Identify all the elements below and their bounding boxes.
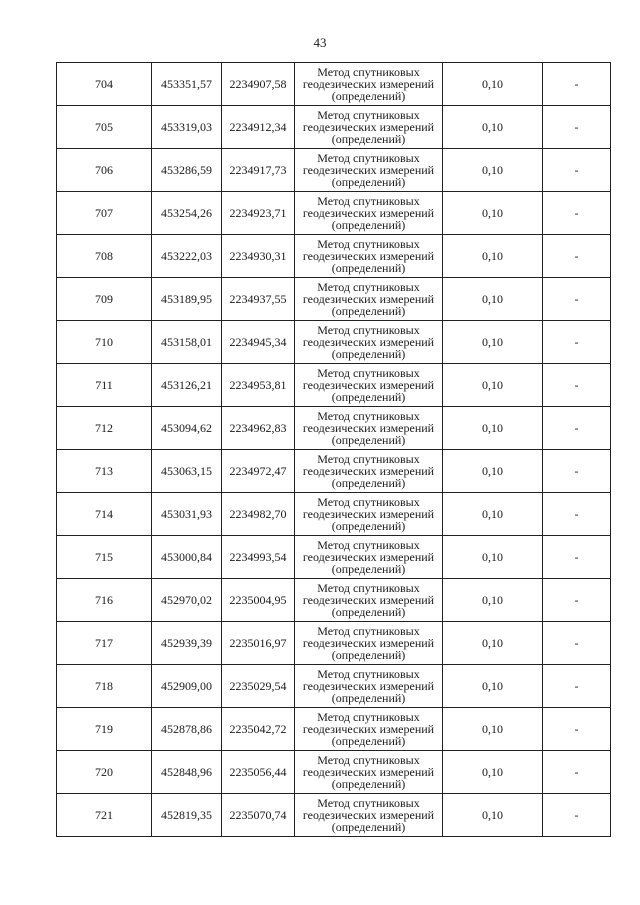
method-cell [295, 63, 443, 106]
extra-cell: - [543, 665, 611, 708]
method-cell [295, 235, 443, 278]
extra-cell: - [543, 493, 611, 536]
x-coordinate-cell: 453351,57 [152, 63, 222, 106]
method-line: (определений) [331, 433, 406, 447]
accuracy-cell: 0,10 [443, 278, 543, 321]
point-number-cell: 713 [57, 450, 152, 493]
x-coordinate-cell: 453031,93 [152, 493, 222, 536]
method-line: (определений) [331, 820, 406, 834]
method-line: (определений) [331, 562, 406, 576]
method-line: Метод спутниковых [317, 108, 420, 122]
method-line: (определений) [331, 605, 406, 619]
method-line: Метод спутниковых [317, 452, 420, 466]
table-row [57, 235, 611, 278]
method-cell [295, 579, 443, 622]
extra-cell: - [543, 106, 611, 149]
point-number-cell: 715 [57, 536, 152, 579]
method-cell [295, 708, 443, 751]
y-coordinate-cell: 2235056,44 [222, 751, 295, 794]
accuracy-cell: 0,10 [443, 149, 543, 192]
method-line: (определений) [331, 89, 406, 103]
extra-cell: - [543, 149, 611, 192]
extra-cell: - [543, 536, 611, 579]
x-coordinate-cell: 453319,03 [152, 106, 222, 149]
accuracy-cell: 0,10 [443, 708, 543, 751]
accuracy-cell: 0,10 [443, 450, 543, 493]
y-coordinate-cell: 2234912,34 [222, 106, 295, 149]
y-coordinate-cell: 2234945,34 [222, 321, 295, 364]
method-line: геодезических измерений [302, 507, 435, 521]
extra-cell: - [543, 407, 611, 450]
x-coordinate-cell: 452878,86 [152, 708, 222, 751]
method-line: Метод спутниковых [317, 538, 420, 552]
method-line: (определений) [331, 347, 406, 361]
accuracy-cell: 0,10 [443, 364, 543, 407]
x-coordinate-cell: 453286,59 [152, 149, 222, 192]
method-line: Метод спутниковых [317, 624, 420, 638]
table-row [57, 622, 611, 665]
x-coordinate-cell: 453222,03 [152, 235, 222, 278]
method-cell [295, 536, 443, 579]
method-line: геодезических измерений [302, 335, 435, 349]
y-coordinate-cell: 2235016,97 [222, 622, 295, 665]
method-cell [295, 665, 443, 708]
method-cell [295, 407, 443, 450]
y-coordinate-cell: 2235004,95 [222, 579, 295, 622]
method-cell [295, 321, 443, 364]
accuracy-cell: 0,10 [443, 192, 543, 235]
x-coordinate-cell: 453254,26 [152, 192, 222, 235]
point-number-cell: 720 [57, 751, 152, 794]
method-line: геодезических измерений [302, 421, 435, 435]
y-coordinate-cell: 2234993,54 [222, 536, 295, 579]
table-row [57, 278, 611, 321]
table-row [57, 665, 611, 708]
method-line: (определений) [331, 476, 406, 490]
method-cell [295, 106, 443, 149]
y-coordinate-cell: 2234930,31 [222, 235, 295, 278]
point-number-cell: 717 [57, 622, 152, 665]
method-line: (определений) [331, 648, 406, 662]
accuracy-cell: 0,10 [443, 579, 543, 622]
point-number-cell: 714 [57, 493, 152, 536]
accuracy-cell: 0,10 [443, 751, 543, 794]
method-line: (определений) [331, 390, 406, 404]
method-line: Метод спутниковых [317, 366, 420, 380]
method-cell [295, 493, 443, 536]
accuracy-cell: 0,10 [443, 665, 543, 708]
x-coordinate-cell: 452909,00 [152, 665, 222, 708]
accuracy-cell: 0,10 [443, 536, 543, 579]
y-coordinate-cell: 2234953,81 [222, 364, 295, 407]
y-coordinate-cell: 2234907,58 [222, 63, 295, 106]
x-coordinate-cell: 453000,84 [152, 536, 222, 579]
table-row [57, 149, 611, 192]
method-line: (определений) [331, 175, 406, 189]
point-number-cell: 709 [57, 278, 152, 321]
method-line: геодезических измерений [302, 808, 435, 822]
extra-cell: - [543, 794, 611, 837]
method-line: геодезических измерений [302, 593, 435, 607]
extra-cell: - [543, 235, 611, 278]
point-number-cell: 711 [57, 364, 152, 407]
point-number-cell: 716 [57, 579, 152, 622]
method-line: Метод спутниковых [317, 753, 420, 767]
accuracy-cell: 0,10 [443, 321, 543, 364]
accuracy-cell: 0,10 [443, 794, 543, 837]
method-line: Метод спутниковых [317, 667, 420, 681]
method-cell [295, 622, 443, 665]
method-line: Метод спутниковых [317, 710, 420, 724]
method-line: Метод спутниковых [317, 280, 420, 294]
x-coordinate-cell: 452939,39 [152, 622, 222, 665]
method-line: геодезических измерений [302, 292, 435, 306]
method-cell [295, 149, 443, 192]
point-number-cell: 704 [57, 63, 152, 106]
method-line: геодезических измерений [302, 636, 435, 650]
x-coordinate-cell: 452848,96 [152, 751, 222, 794]
coordinates-table-body [57, 63, 611, 837]
table-row [57, 708, 611, 751]
method-cell [295, 450, 443, 493]
accuracy-cell: 0,10 [443, 622, 543, 665]
method-line: геодезических измерений [302, 464, 435, 478]
x-coordinate-cell: 453094,62 [152, 407, 222, 450]
table-row [57, 579, 611, 622]
point-number-cell: 705 [57, 106, 152, 149]
y-coordinate-cell: 2234923,71 [222, 192, 295, 235]
method-line: (определений) [331, 132, 406, 146]
extra-cell: - [543, 751, 611, 794]
method-line: геодезических измерений [302, 550, 435, 564]
point-number-cell: 712 [57, 407, 152, 450]
y-coordinate-cell: 2234982,70 [222, 493, 295, 536]
extra-cell: - [543, 622, 611, 665]
table-row [57, 794, 611, 837]
method-line: геодезических измерений [302, 249, 435, 263]
table-row [57, 493, 611, 536]
table-row [57, 364, 611, 407]
y-coordinate-cell: 2235070,74 [222, 794, 295, 837]
accuracy-cell: 0,10 [443, 235, 543, 278]
method-line: геодезических измерений [302, 679, 435, 693]
extra-cell: - [543, 278, 611, 321]
page-number: 43 [313, 35, 327, 50]
y-coordinate-cell: 2234962,83 [222, 407, 295, 450]
point-number-cell: 708 [57, 235, 152, 278]
point-number-cell: 718 [57, 665, 152, 708]
method-line: Метод спутниковых [317, 194, 420, 208]
method-line: Метод спутниковых [317, 581, 420, 595]
extra-cell: - [543, 63, 611, 106]
table-row [57, 63, 611, 106]
method-line: Метод спутниковых [317, 409, 420, 423]
table-row [57, 407, 611, 450]
method-line: (определений) [331, 261, 406, 275]
coordinates-table [56, 62, 611, 837]
method-line: Метод спутниковых [317, 323, 420, 337]
x-coordinate-cell: 452819,35 [152, 794, 222, 837]
y-coordinate-cell: 2234937,55 [222, 278, 295, 321]
x-coordinate-cell: 452970,02 [152, 579, 222, 622]
point-number-cell: 721 [57, 794, 152, 837]
accuracy-cell: 0,10 [443, 407, 543, 450]
y-coordinate-cell: 2234972,47 [222, 450, 295, 493]
extra-cell: - [543, 708, 611, 751]
method-line: Метод спутниковых [317, 237, 420, 251]
extra-cell: - [543, 579, 611, 622]
x-coordinate-cell: 453189,95 [152, 278, 222, 321]
method-cell [295, 278, 443, 321]
x-coordinate-cell: 453063,15 [152, 450, 222, 493]
method-line: (определений) [331, 304, 406, 318]
y-coordinate-cell: 2234917,73 [222, 149, 295, 192]
extra-cell: - [543, 192, 611, 235]
method-line: геодезических измерений [302, 378, 435, 392]
extra-cell: - [543, 321, 611, 364]
x-coordinate-cell: 453158,01 [152, 321, 222, 364]
method-line: (определений) [331, 519, 406, 533]
x-coordinate-cell: 453126,21 [152, 364, 222, 407]
method-line: геодезических измерений [302, 120, 435, 134]
point-number-cell: 707 [57, 192, 152, 235]
extra-cell: - [543, 450, 611, 493]
y-coordinate-cell: 2235042,72 [222, 708, 295, 751]
table-row [57, 321, 611, 364]
method-line: (определений) [331, 691, 406, 705]
method-line: геодезических измерений [302, 765, 435, 779]
method-line: геодезических измерений [302, 206, 435, 220]
method-line: Метод спутниковых [317, 495, 420, 509]
table-row [57, 192, 611, 235]
method-line: (определений) [331, 218, 406, 232]
extra-cell: - [543, 364, 611, 407]
method-cell [295, 364, 443, 407]
method-line: геодезических измерений [302, 163, 435, 177]
accuracy-cell: 0,10 [443, 106, 543, 149]
point-number-cell: 719 [57, 708, 152, 751]
table-row [57, 751, 611, 794]
method-cell [295, 751, 443, 794]
accuracy-cell: 0,10 [443, 63, 543, 106]
method-line: геодезических измерений [302, 722, 435, 736]
table-row [57, 536, 611, 579]
method-line: Метод спутниковых [317, 65, 420, 79]
method-line: (определений) [331, 734, 406, 748]
table-row [57, 106, 611, 149]
y-coordinate-cell: 2235029,54 [222, 665, 295, 708]
accuracy-cell: 0,10 [443, 493, 543, 536]
method-line: геодезических измерений [302, 77, 435, 91]
point-number-cell: 706 [57, 149, 152, 192]
point-number-cell: 710 [57, 321, 152, 364]
method-line: Метод спутниковых [317, 796, 420, 810]
method-cell [295, 192, 443, 235]
method-line: Метод спутниковых [317, 151, 420, 165]
method-cell [295, 794, 443, 837]
table-row [57, 450, 611, 493]
method-line: (определений) [331, 777, 406, 791]
